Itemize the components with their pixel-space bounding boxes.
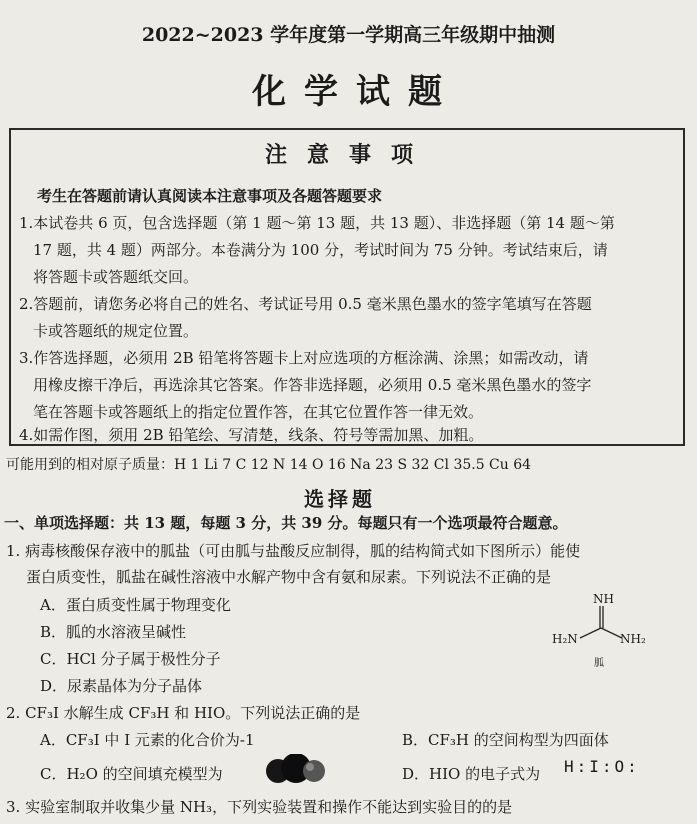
q1-option-a: A．蛋白质变性属于物理变化 [40, 596, 231, 614]
q2-option-b: B．CF₃H 的空间构型为四面体 [402, 731, 609, 749]
structure-nh2: NH₂ [620, 632, 646, 646]
section-title: 选择题 [304, 487, 376, 511]
notice-line: 1.本试卷共 6 页，包含选择题（第 1 题～第 13 题，共 13 题）、非选择题（第 14 题～第 [19, 214, 615, 232]
q1-stem: 蛋白质变性，胍盐在碱性溶液中水解产物中含有氨和尿素。下列说法不正确的是 [26, 568, 552, 586]
notice-title: 注意事项 [264, 142, 433, 168]
q2-option-d: D．HIO 的电子式为 [402, 765, 541, 783]
q2-option-c: C．H₂O 的空间填充模型为 [40, 765, 223, 783]
notice-line: 17 题，共 4 题）两部分。本卷满分为 100 分，考试时间为 75 分钟。考试结束后，请 [33, 241, 608, 259]
q1-option-c: C．HCl 分子属于极性分子 [40, 650, 221, 668]
part-one-heading: 一、单项选择题：共 13 题，每题 3 分，共 39 分。每题只有一个选项最符合题意。 [4, 514, 568, 532]
notice-intro: 考生在答题前请认真阅读本注意事项及各题答题要求 [37, 187, 383, 205]
exam-header: 2022~2023 学年度第一学期高三年级期中抽测 [141, 24, 556, 46]
q2-option-a: A．CF₃I 中 I 元素的化合价为-1 [40, 731, 255, 749]
notice-line: 2.答题前，请您务必将自己的姓名、考试证号用 0.5 毫米黑色墨水的签字笔填写在答题 [19, 295, 592, 313]
notice-line: 卡或答题纸的规定位置。 [33, 322, 199, 340]
structure-h2n: H₂N [552, 632, 578, 646]
notice-line: 笔在答题卡或答题纸上的指定位置作答，在其它位置作答一律无效。 [33, 403, 484, 421]
q2-stem: 2. CF₃I 水解生成 CF₃H 和 HIO。下列说法正确的是 [6, 704, 361, 722]
structure-caption: 胍 [594, 658, 604, 669]
guanidine-structure [550, 592, 650, 672]
q1-option-b: B．胍的水溶液呈碱性 [40, 623, 187, 641]
structure-nh: NH [593, 592, 614, 606]
page-title: 化学试题 [252, 72, 460, 112]
notice-line: 将答题卡或答题纸交回。 [33, 268, 199, 286]
q3-stem: 3. 实验室制取并收集少量 NH₃，下列实验装置和操作不能达到实验目的的是 [6, 798, 513, 816]
electron-formula: H:I:O: [564, 757, 640, 776]
notice-line: 用橡皮擦干净后，再选涂其它答案。作答非选择题，必须用 0.5 毫米黑色墨水的签字 [33, 376, 592, 394]
atomic-masses: 可能用到的相对原子质量：H 1 Li 7 C 12 N 14 O 16 Na 23 S 32 Cl 35.5 Cu 64 [6, 457, 532, 473]
notice-box [9, 128, 685, 446]
water-model-icon [264, 754, 326, 788]
q1-option-d: D．尿素晶体为分子晶体 [40, 677, 203, 695]
q1-stem: 1. 病毒核酸保存液中的胍盐（可由胍与盐酸反应制得，胍的结构简式如下图所示）能使 [6, 542, 581, 560]
notice-line: 4.如需作图，须用 2B 铅笔绘、写清楚，线条、符号等需加黑、加粗。 [19, 426, 484, 444]
notice-line: 3.作答选择题，必须用 2B 铅笔将答题卡上对应选项的方框涂满、涂黑；如需改动，请 [19, 349, 589, 367]
